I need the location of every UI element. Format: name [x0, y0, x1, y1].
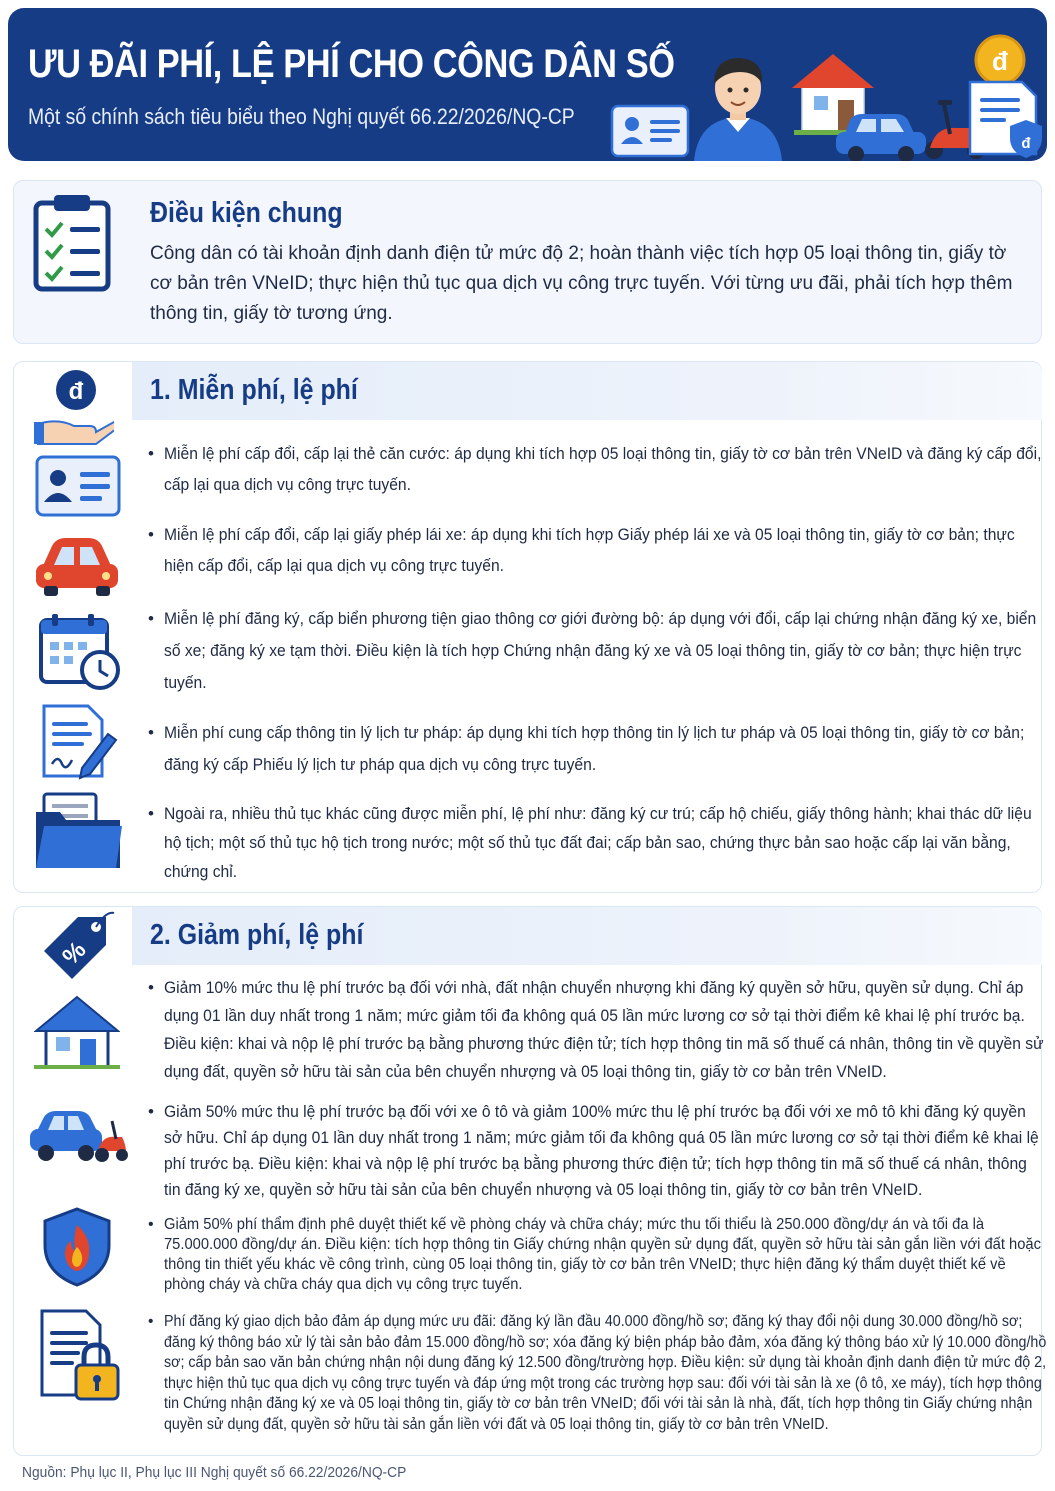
general-conditions-text: Công dân có tài khoản định danh điện tử mức độ 2; hoàn thành việc tích hợp 05 loại thông tin, giấy tờ cơ bản trên VNeID; thực hiện thủ tục qua dịch vụ công trực tuyến. Với từng ưu đãi, phải tích hợp thêm thông tin, giấy tờ tương ứng. — [150, 243, 1013, 324]
header-banner — [8, 8, 1047, 161]
coin-icon — [976, 36, 1024, 84]
source-note: Nguồn: Phụ lục II, Phụ lục III Nghị quyết số 66.22/2026/NQ-CP — [22, 1464, 407, 1481]
list-item: • Giảm 50% phí thẩm định phê duyệt thiết kế về phòng cháy và chữa cháy; mức thu tối thiểu là 250.000 đồng/dự án và tối đa là 75.000.000 đồng/dự án. Điều kiện: tích hợp thông tin Giấy chứng nhận quyền sử dụng đất, quyền sở hữu tài sản gắn liền với đất hoặc thông tin thiết yếu khác về công trình, cùng 05 loại thông tin, giấy tờ cơ bản trên VNeID; thực hiện đăng ký thẩm duyệt thiết kế về phòng cháy và chữa cháy qua dịch vụ công trực tuyến. — [146, 1215, 1026, 1295]
document-shield-icon — [970, 82, 1042, 158]
svg-text:đ: đ — [1021, 135, 1031, 152]
svg-text:%: % — [57, 936, 92, 971]
car-scooter-icon — [28, 1103, 128, 1165]
car-icon — [34, 532, 120, 598]
coin-hand-icon — [34, 368, 114, 446]
section-reduction-title: 2. Giảm phí, lệ phí — [150, 919, 364, 951]
list-item: • Giảm 50% mức thu lệ phí trước bạ đối với xe ô tô và giảm 100% mức thu lệ phí trước bạ đối với xe mô tô khi đăng ký quyền sở hữu. Chỉ áp dụng 01 lần duy nhất trong 1 năm; mức giảm tối đa không quá 05 lần mức lương cơ sở tại thời điểm kê khai lệ phí trước bạ. Điều kiện: khai và nộp lệ phí trước bạ bằng phương thức điện tử; tích hợp thông tin mã số thuế cá nhân, thông tin đăng ký xe, quyền sở hữu tài sản của bên chuyển nhượng và 05 loại thông tin, giấy tờ cơ bản trên VNeID. — [146, 1099, 1026, 1203]
page-subtitle: Một số chính sách tiêu biểu theo Nghị quyết 66.22/2026/NQ-CP — [28, 104, 575, 129]
discount-tag-icon — [34, 907, 118, 991]
section-reduction-panel — [13, 906, 1047, 1456]
list-item: • Miễn lệ phí cấp đổi, cấp lại thẻ căn cước: áp dụng khi tích hợp 05 loại thông tin, giấy tờ cơ bản trên VNeID và đăng ký cấp đổi, cấp lại qua dịch vụ công trực tuyến. — [146, 438, 1026, 500]
house-icon — [34, 993, 120, 1069]
id-card-icon — [612, 106, 688, 156]
page-title: ƯU ĐÃI PHÍ, LỆ PHÍ CHO CÔNG DÂN SỐ — [28, 42, 675, 86]
general-conditions-title: Điều kiện chung — [150, 197, 343, 229]
calendar-clock-icon — [38, 612, 122, 690]
list-item: • Miễn lệ phí đăng ký, cấp biển phương tiện giao thông cơ giới đường bộ: áp dụng với đổi, cấp lại chứng nhận đăng ký xe, biển số xe; đăng ký xe tạm thời. Điều kiện là tích hợp Chứng nhận đăng ký xe và 05 loại thông tin, giấy tờ cơ bản; thực hiện trực tuyến. — [146, 603, 1026, 699]
list-item: • Ngoài ra, nhiều thủ tục khác cũng được miễn phí, lệ phí như: đăng ký cư trú; cấp hộ chiếu, giấy thông hành; khai thác dữ liệu hộ tịch; một số thủ tục hộ tịch trong nước; một số thủ tục đất đai; cấp bản sao, chứng thực bản sao hoặc cấp lại văn bằng, chứng chỉ. — [146, 799, 1026, 886]
section-exemption-title: 1. Miễn phí, lệ phí — [150, 374, 358, 406]
list-item: • Giảm 10% mức thu lệ phí trước bạ đối với nhà, đất nhận chuyển nhượng khi đăng ký quyền sở hữu, quyền sử dụng. Chỉ áp dụng 01 lần duy nhất trong 1 năm; mức giảm tối đa không quá 05 lần mức lương cơ sở tại thời điểm kê khai lệ phí trước bạ. Điều kiện: khai và nộp lệ phí trước bạ bằng phương thức điện tử; tích hợp thông tin mã số thuế cá nhân, thông tin về quyền sử dụng đất, quyền sở hữu tài sản của bên chuyển nhượng và 05 loại thông tin, giấy tờ cơ bản trên VNeID. — [146, 974, 1026, 1086]
list-item: • Phí đăng ký giao dịch bảo đảm áp dụng mức ưu đãi: đăng ký lần đầu 40.000 đồng/hồ sơ; đăng ký thay đổi nội dung 30.000 đồng/hồ sơ; đăng ký thông báo xử lý tài sản bảo đảm 15.000 đồng/hồ sơ; xóa đăng ký biện pháp bảo đảm, xóa đăng ký thông báo xử lý 10.000 đồng/hồ sơ; cấp bản sao văn bản chứng nhận nội dung đăng ký 12.500 đồng/trường hợp. Điều kiện: sử dụng tài khoản định danh điện tử mức độ 2, thực hiện thủ tục qua dịch vụ công trực tuyến và đáp ứng một trong các trường hợp sau: đối với tài sản là xe (ô tô, xe máy), tích hợp thông tin Chứng nhận đăng ký xe và 05 loại thông tin, giấy tờ cơ bản trên VNeID; đối với tài sản là nhà, đất, tích hợp thông tin Giấy chứng nhận quyền sử dụng đất, quyền sở hữu tài sản gắn liền với đất và 05 loại thông tin, giấy tờ cơ bản trên VNeID. — [146, 1312, 1026, 1435]
id-card-icon — [34, 454, 122, 518]
section-exemption-panel — [13, 361, 1042, 893]
fire-shield-icon — [42, 1207, 112, 1287]
document-pen-icon — [40, 702, 120, 780]
header-illustration — [604, 8, 1047, 161]
svg-text:đ: đ — [992, 46, 1008, 76]
general-conditions-panel — [13, 180, 1042, 344]
svg-text:đ: đ — [68, 378, 84, 405]
document-lock-icon — [38, 1307, 122, 1403]
list-item: • Miễn phí cung cấp thông tin lý lịch tư pháp: áp dụng khi tích hợp thông tin lý lịch tư pháp và 05 loại thông tin, giấy tờ cơ bản; đăng ký cấp Phiếu lý lịch tư pháp qua dịch vụ công trực tuyến. — [146, 717, 1026, 781]
folder-icon — [34, 792, 124, 872]
citizen-avatar-icon — [694, 58, 782, 161]
list-item: • Miễn lệ phí cấp đổi, cấp lại giấy phép lái xe: áp dụng khi tích hợp Giấy phép lái xe và 05 loại thông tin, giấy tờ cơ bản; thực hiện cấp đổi, cấp lại qua dịch vụ công trực tuyến. — [146, 519, 1026, 581]
checklist-clipboard-icon — [30, 193, 114, 293]
